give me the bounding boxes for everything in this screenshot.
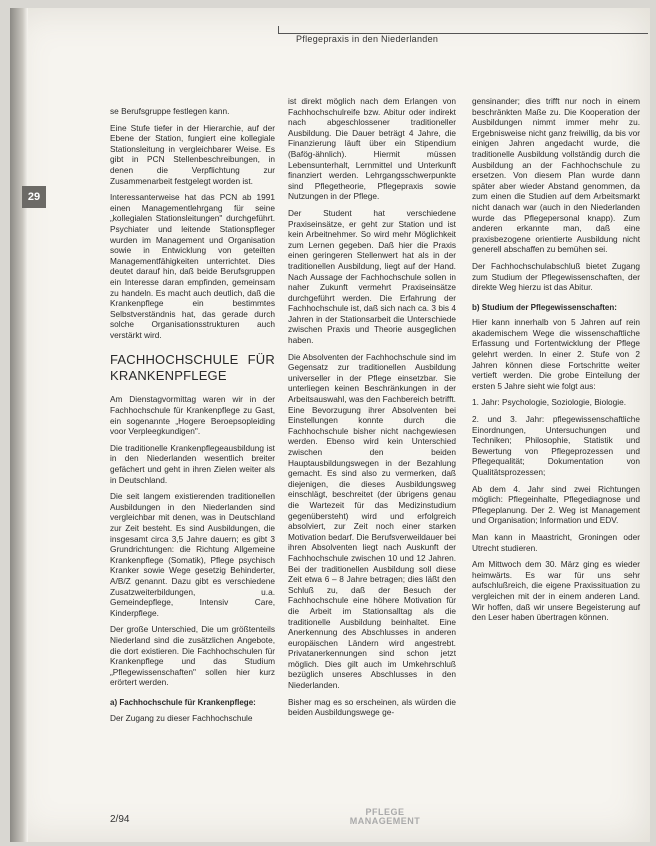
column-1	[110, 106, 275, 729]
paragraph: Ab dem 4. Jahr sind zwei Richtungen möglich: Pflegeinhalte, Pflegediagnose und Pflegeplanung. Der 2. Weg ist Management und Organisation; Information und EDV.	[472, 483, 640, 526]
paragraph: ist direkt möglich nach dem Erlangen von Fachhochschulreife bzw. Abitur oder indirekt nach abgeschlossener traditioneller Ausbildung. Die Dauer beträgt 4 Jahre, die Finanzierung läuft über ein Stipendium (Bafög-ähnlich). Hiermit müssen Lebensunterhalt, Lernmittel und Unterkunft finanziert werden. Lehrgangsschwerpunkte sind Pflegetheorie, Pflegepraxis sowie Nutzungen in der Pflege.	[288, 96, 456, 202]
paragraph: Die Absolventen der Fachhochschule sind im Gegensatz zur traditionellen Ausbildung universeller in der Pflege einsetzbar. Sie unterliegen keinen Beschränkungen in der Arbeitsauswahl, was den Fachbereich betrifft. Eine Bevorzugung ihrer Absolventen bei Einstellungen konnte durch die Fachhochschule bisher nicht nachgewiesen werden. Ebenso wird kein Unterschied zwischen den beiden Hauptausbildungswegen in der Bezahlung gemacht. Es sind also zu vermerken, daß diejenigen, die dieses Ausbildungsweg einschlägt, beschreitet (der übrigens genau die Wartezeit für das Medizinstudium gegenübersteht) wird und erfolgreich absolviert, zur Zeit noch einer starken Motivation bedarf. Die Berufsverweildauer bei ihren Absolventen liegt nach Auskunft der Fachhochschule zwischen 10 und 12 Jahren. Bei der traditionellen Ausbildung soll diese Zeit etwa 6 – 8 Jahre betragen; dies läßt den Schluß zu, daß der Besuch der Fachhochschule eine höhere Motivation für die Arbeit im Stationsalltag als die traditionelle Ausbildung beinhaltet. Eine Anerkennung des Abschlusses in anderen europäischen Ländern wird angestrebt. Privatanerkennungen sind schon jetzt möglich. Dies gilt auch im Umkehrschluß bezüglich unseres Abschlusses in den Niederlanden.	[288, 351, 456, 691]
column-2	[288, 96, 456, 724]
subheading: b) Studium der Pflegewissenschaften:	[472, 302, 617, 312]
paragraph: Der Zugang zu dieser Fachhochschule	[110, 712, 253, 723]
paragraph: Die traditionelle Krankenpflegeausbildung ist in den Niederlanden wesentlich breiter gefächert und geht in ihren Zielen weiter als in Deutschland.	[110, 442, 275, 485]
paragraph: 2. und 3. Jahr: pflegewissenschaftliche Einordnungen, Untersuchungen und Techniken; Philosophie, Statistik und Bewertung von Pflegeprozessen und Pflegequalität; Dokumentation von Qualitätsprozessen;	[472, 414, 640, 477]
paragraph: Am Mittwoch dem 30. März ging es wieder heimwärts. Es war für uns sehr aufschlußreich, die eigene Praxissituation zu vergleichen mit der in einem anderen Land. Wir hoffen, daß wir unsere Begeisterung auf den Leser haben übertragen können.	[472, 559, 640, 623]
subheading: a) Fachhochschule für Krankenpflege:	[110, 697, 256, 707]
running-header: Pflegepraxis in den Niederlanden	[296, 34, 439, 44]
book-spine-shadow	[10, 8, 28, 842]
paragraph: Der große Unterschied, Die um größtenteils Niederland sind die zusätzlichen Angebote, die dort existieren. Die Fachhochschulen für Krankenpflege und das Studium „Pflegewissenschaften" sollen hier kurz erörtert werden.	[110, 624, 275, 688]
paragraph: Man kann in Maastricht, Groningen oder Utrecht studieren.	[472, 531, 640, 553]
column-3	[472, 96, 640, 629]
paragraph: Bisher mag es so erscheinen, als würden die beiden Ausbildungswege ge-	[288, 696, 456, 718]
paragraph: gensinander; dies trifft nur noch in einem beschränkten Maße zu. Die Kooperation der Ausbildungen nimmt immer mehr zu. Ergebnisweise nicht ganz freiwillig, da bis vor einigen Jahren angedacht wurde, die traditionelle Ausbildung vollständig durch die Ausbildung an der Fachhochschule zu ersetzen. Von diesem Plan wurde dann später aber wieder Abstand genommen, da zum einen die Studien auf dem Arbeitsmarkt nicht danach war (auch in den Niederlanden wurde das Pflegepersonal knapp). Zum anderen erkannte man, daß eine praxisbezogene orientierte Ausbildung nicht generell abschaffen zu bemühen sei.	[472, 96, 640, 255]
paragraph: Der Fachhochschulabschluß bietet Zugang zum Studium der Pflegewissenschaften, der direkte Weg hierzu ist das Abitur.	[472, 260, 640, 293]
magazine-page	[10, 8, 650, 842]
logo-line-1: PFLEGE	[365, 807, 405, 817]
paragraph: Interessanterweise hat das PCN ab 1991 einen Managementlehrgang für seine „kollegialen Stationsleitungen" durchgeführt. Psychiater und leitende Stationspfleger wurden im Management und Organisation sowie in Entwicklung von geteilten Managementfähigkeiten unterrichtet. Dies deutet darauf hin, daß beide Berufsgruppen ein Interesse daran empfinden, gemeinsam zu handeln. Es macht auch deutlich, daß die Krankenpflege ein bestimmtes Selbstverständnis hat, das gerade durch solche Organisationsstrukturen auch verstärkt wird.	[110, 192, 275, 340]
issue-number: 2/94	[110, 814, 130, 825]
paragraph: Hier kann innerhalb von 5 Jahren auf rein akademischem Wege die wissenschaftliche Erfassung und Fortentwicklung der Pflege gelehrt werden. In einer 2. Stufe von 2 Jahren können diese Fortschritte weiter vertieft werden. Die grobe Einteilung der ersten 5 Jahre sieht wie folgt aus:	[472, 317, 640, 391]
paragraph: Am Dienstagvormittag waren wir in der Fachhochschule für Krankenpflege zu Gast, ein sogenannte „Hogere Beroepsopleiding voor Verpleegkundigen".	[110, 394, 275, 437]
paragraph: Der Student hat verschiedene Praxiseinsätze, er geht zur Station und ist kein Arbeitnehmer. So wird mehr Möglichkeit zum Lernen gegeben. Daß hier die Praxis einen geringeren Stellenwert hat als in der traditionellen Ausbildung, liegt auf der Hand. Nach Aussage der Fachhochschule sollen in naher Zukunft vermehrt Praxiseinsätze durchgeführt werden. Die Erfahrung der Fachhochschule ist, daß sich nach ca. 3 bis 4 Jahren in der Stationsarbeit die Unterschiede zwischen Praxis und Theorie ausgeglichen haben.	[288, 207, 456, 346]
magazine-logo	[345, 808, 425, 826]
paragraph: Die seit langem existierenden traditionellen Ausbildungen in den Niederlanden sind vergleichbar mit denen, was in Deutschland zur Zeit besteht. Es sind Ausbildungen, die insgesamt circa 3,5 Jahre dauern; es gibt 3 Grundrichtungen: die Richtung Allgemeine Krankenpflege (Somatik), Pflege psychisch Kranker sowie Wege gesetzig Behinderter, A/B/Z genannt. Dazu gibt es verschiedene Zusatzweiterbildungen, u.a. Gemeindepflege, Intensiv Care, Kinderpflege.	[110, 491, 275, 618]
paragraph: Eine Stufe tiefer in der Hierarchie, auf der Ebene der Station, fungiert eine kollegiale Stationsleitung in vergleichbarer Weise. Es gibt in PCN Stellenbeschreibungen, in denen die Verpflichtung zur Zusammenarbeit festgelegt worden ist.	[110, 122, 275, 186]
page-tab: 29	[22, 186, 46, 208]
paragraph: se Berufsgruppe festlegen kann.	[110, 106, 230, 116]
section-title: FACHHOCHSCHULE FÜR KRANKENPFLEGE	[110, 352, 275, 384]
paragraph: 1. Jahr: Psychologie, Soziologie, Biologie.	[472, 397, 627, 408]
logo-line-2: MANAGEMENT	[349, 816, 421, 826]
